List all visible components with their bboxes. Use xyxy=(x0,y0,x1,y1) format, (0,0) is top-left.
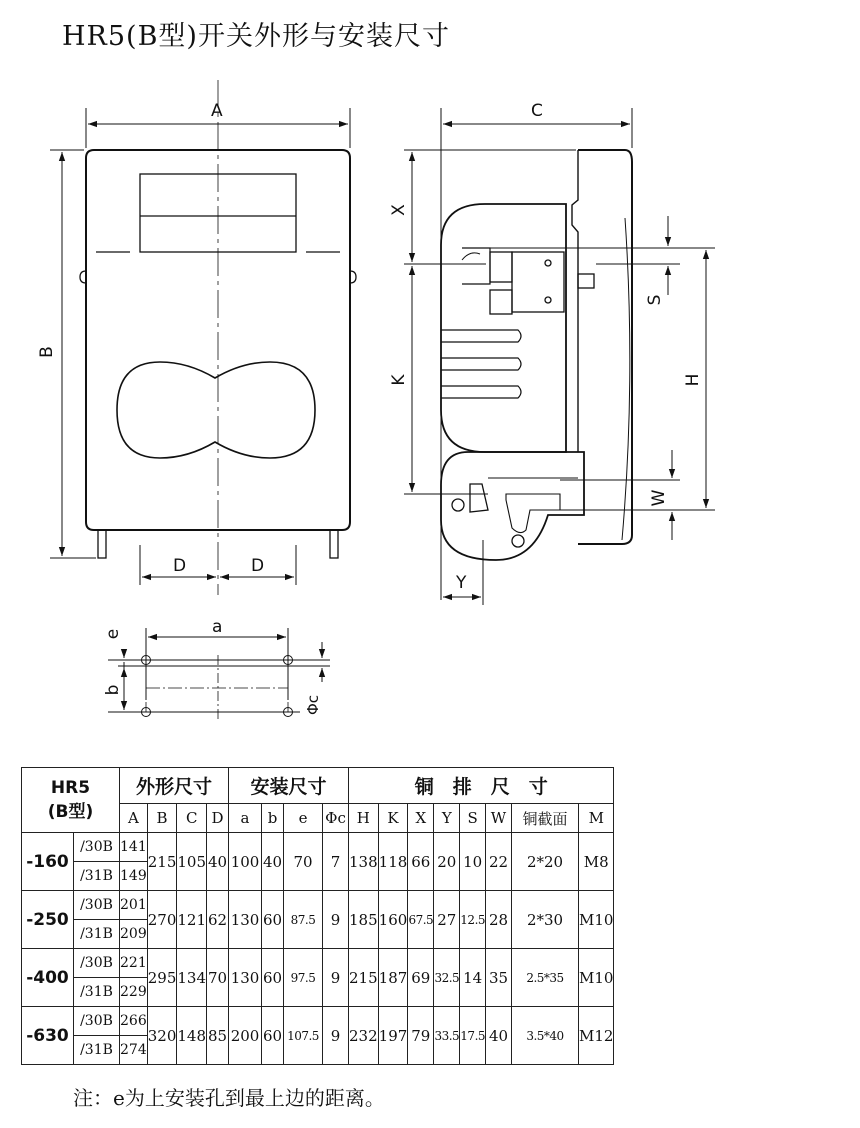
table-cell: /31B xyxy=(74,920,120,949)
table-cell: -630 xyxy=(22,1007,74,1065)
table-cell: 40 xyxy=(207,833,229,891)
table-row xyxy=(22,833,614,862)
table-cell: 85 xyxy=(207,1007,229,1065)
table-cell: 40 xyxy=(486,1007,512,1065)
dim-label-D1: D xyxy=(173,556,187,576)
table-cell: 130 xyxy=(229,949,262,1007)
table-cell: 185 xyxy=(349,891,379,949)
table-cell: 121 xyxy=(177,891,207,949)
table-cell: /30B xyxy=(74,833,120,862)
table-cell: /30B xyxy=(74,891,120,920)
spec-table xyxy=(21,767,614,1065)
table-cell: 62 xyxy=(207,891,229,949)
table-cell: 40 xyxy=(262,833,284,891)
table-cell: 201 xyxy=(120,891,148,920)
table-cell: 2.5*35 xyxy=(512,949,579,1007)
table-cell: 197 xyxy=(378,1007,408,1065)
table-cell: 221 xyxy=(120,949,148,978)
table-cell: -250 xyxy=(22,891,74,949)
table-cell: M8 xyxy=(579,833,614,891)
col-header: 铜截面 xyxy=(512,804,579,833)
col-header: C xyxy=(177,804,207,833)
table-cell: 100 xyxy=(229,833,262,891)
table-cell: -400 xyxy=(22,949,74,1007)
table-cell: /31B xyxy=(74,862,120,891)
table-cell: /31B xyxy=(74,1036,120,1065)
table-cell: 149 xyxy=(120,862,148,891)
col-header: b xyxy=(262,804,284,833)
col-header: H xyxy=(349,804,379,833)
table-cell: 270 xyxy=(147,891,177,949)
table-cell: 134 xyxy=(177,949,207,1007)
table-cell: 87.5 xyxy=(284,891,323,949)
table-cell: 69 xyxy=(408,949,434,1007)
table-cell: 35 xyxy=(486,949,512,1007)
table-cell: 215 xyxy=(349,949,379,1007)
table-cell: M12 xyxy=(579,1007,614,1065)
table-cell: 232 xyxy=(349,1007,379,1065)
footnote: 注：e为上安装孔到最上边的距离。 xyxy=(73,1086,385,1110)
table-cell: 60 xyxy=(262,891,284,949)
table-cell: 160 xyxy=(378,891,408,949)
table-cell: -160 xyxy=(22,833,74,891)
table-cell: 3.5*40 xyxy=(512,1007,579,1065)
dim-label-phi-c: Φc xyxy=(304,694,322,716)
page-title: HR5(B型)开关外形与安装尺寸 xyxy=(62,21,450,52)
table-cell: 66 xyxy=(408,833,434,891)
table-cell: 32.5 xyxy=(434,949,460,1007)
table-cell: 2*30 xyxy=(512,891,579,949)
dim-label-a: a xyxy=(212,617,223,637)
front-view xyxy=(80,80,356,595)
table-row xyxy=(22,949,614,978)
table-cell: 200 xyxy=(229,1007,262,1065)
col-header: M xyxy=(579,804,614,833)
table-cell: M10 xyxy=(579,891,614,949)
dim-label-D2: D xyxy=(251,556,265,576)
table-cell: 320 xyxy=(147,1007,177,1065)
table-cell: 17.5 xyxy=(460,1007,486,1065)
dim-label-Y: Y xyxy=(456,573,467,593)
table-cell: 33.5 xyxy=(434,1007,460,1065)
table-cell: 295 xyxy=(147,949,177,1007)
col-header: X xyxy=(408,804,434,833)
table-cell: 60 xyxy=(262,949,284,1007)
table-cell: 28 xyxy=(486,891,512,949)
table-cell: 9 xyxy=(323,949,349,1007)
model-header: HR5 (B型) xyxy=(22,768,120,833)
dim-label-X: X xyxy=(389,204,409,216)
table-cell: 187 xyxy=(378,949,408,1007)
table-cell: 60 xyxy=(262,1007,284,1065)
dim-label-A: A xyxy=(211,101,223,121)
table-cell: 70 xyxy=(284,833,323,891)
col-header: Y xyxy=(434,804,460,833)
table-cell: 22 xyxy=(486,833,512,891)
table-cell: 2*20 xyxy=(512,833,579,891)
table-cell: /30B xyxy=(74,949,120,978)
table-cell: 138 xyxy=(349,833,379,891)
col-header: Φc xyxy=(323,804,349,833)
table-cell: 266 xyxy=(120,1007,148,1036)
dim-label-e: e xyxy=(103,628,123,640)
table-row xyxy=(22,1007,614,1036)
table-cell: 97.5 xyxy=(284,949,323,1007)
table-cell: /30B xyxy=(74,1007,120,1036)
table-cell: 7 xyxy=(323,833,349,891)
table-cell: 20 xyxy=(434,833,460,891)
busbar-header: 铜 排 尺 寸 xyxy=(349,768,614,804)
col-header: a xyxy=(229,804,262,833)
col-header: W xyxy=(486,804,512,833)
table-cell: 9 xyxy=(323,891,349,949)
table-cell: 27 xyxy=(434,891,460,949)
table-cell: 105 xyxy=(177,833,207,891)
table-row xyxy=(22,891,614,920)
col-header: B xyxy=(147,804,177,833)
table-cell: M10 xyxy=(579,949,614,1007)
table-cell: 148 xyxy=(177,1007,207,1065)
table-cell: 130 xyxy=(229,891,262,949)
side-dimensions xyxy=(404,108,715,605)
table-cell: 209 xyxy=(120,920,148,949)
col-header: A xyxy=(120,804,148,833)
table-cell: 9 xyxy=(323,1007,349,1065)
table-cell: 118 xyxy=(378,833,408,891)
dim-label-B: B xyxy=(37,346,57,358)
table-cell: 79 xyxy=(408,1007,434,1065)
dim-label-K: K xyxy=(389,374,409,386)
dim-label-C: C xyxy=(531,101,543,121)
table-cell: 215 xyxy=(147,833,177,891)
dim-label-W: W xyxy=(649,489,669,507)
table-cell: 10 xyxy=(460,833,486,891)
dim-label-S: S xyxy=(645,294,665,306)
col-header: D xyxy=(207,804,229,833)
table-cell: /31B xyxy=(74,978,120,1007)
table-cell: 274 xyxy=(120,1036,148,1065)
table-cell: 141 xyxy=(120,833,148,862)
front-dimensions xyxy=(50,108,350,585)
outline-header: 外形尺寸 xyxy=(120,768,229,804)
table-cell: 107.5 xyxy=(284,1007,323,1065)
mounting-header: 安装尺寸 xyxy=(229,768,349,804)
table-cell: 229 xyxy=(120,978,148,1007)
col-header: S xyxy=(460,804,486,833)
col-header: e xyxy=(284,804,323,833)
dim-label-b: b xyxy=(103,684,123,696)
side-view xyxy=(441,150,632,560)
table-cell: 70 xyxy=(207,949,229,1007)
table-cell: 12.5 xyxy=(460,891,486,949)
dim-label-H: H xyxy=(683,373,703,387)
table-cell: 14 xyxy=(460,949,486,1007)
col-header: K xyxy=(378,804,408,833)
mounting-detail xyxy=(108,628,330,720)
table-cell: 67.5 xyxy=(408,891,434,949)
